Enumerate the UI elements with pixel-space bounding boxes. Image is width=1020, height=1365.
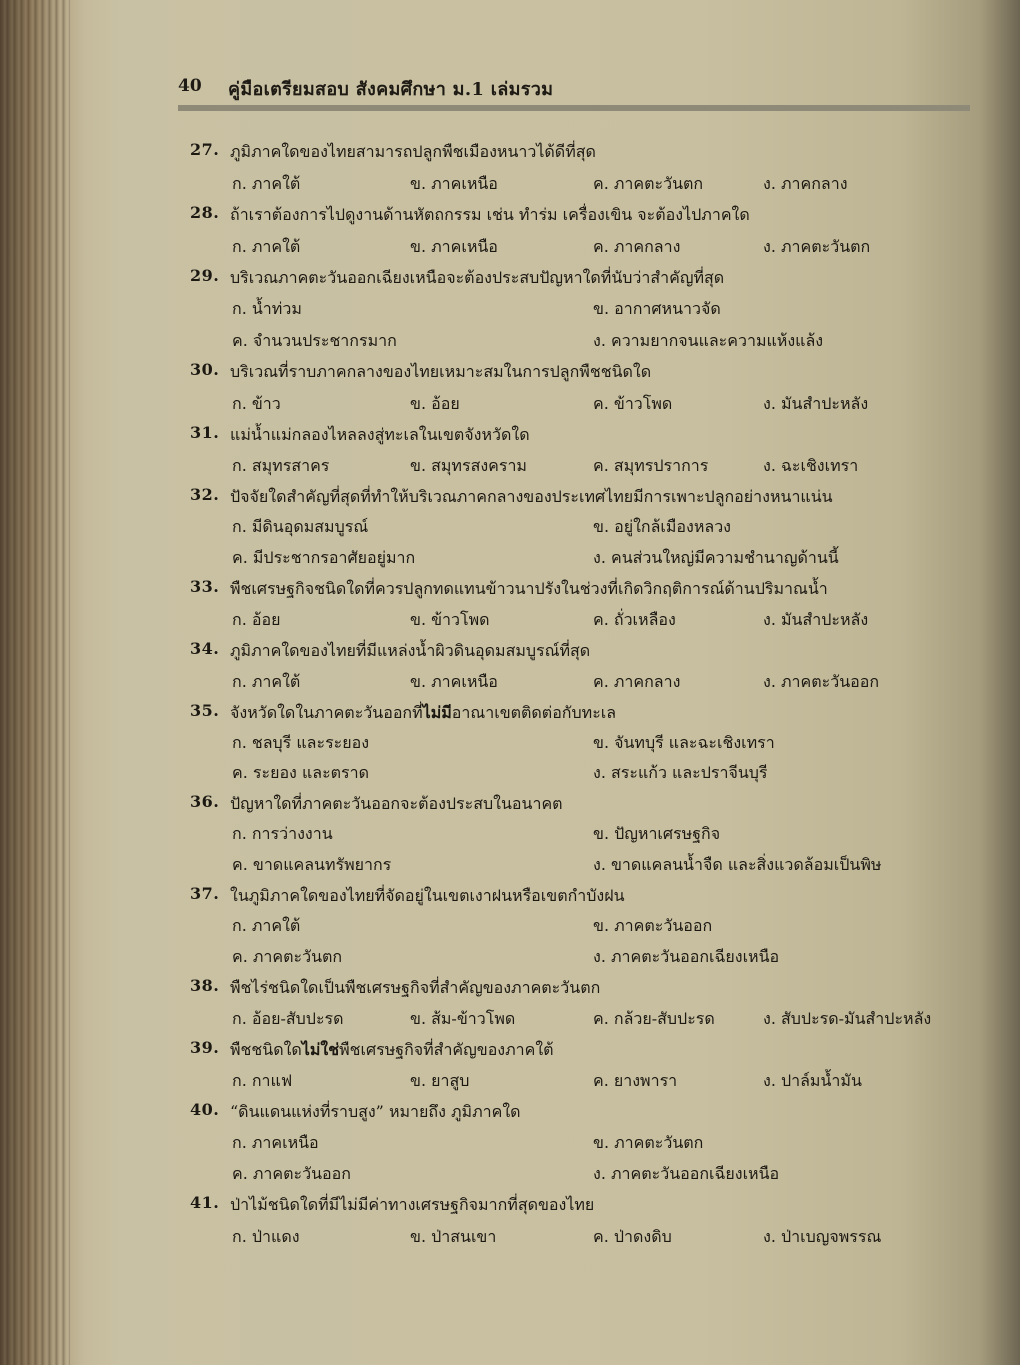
question-number: 37. [190, 884, 220, 903]
option-a: ก. ข้าว [232, 394, 281, 413]
option-a: ก. อ้อย-สับปะรด [232, 1009, 344, 1028]
option-d: ง. คนส่วนใหญ่มีความชำนาญด้านนี้ [593, 548, 839, 567]
question-text: บริเวณภาคตะวันออกเฉียงเหนือจะต้องประสบปัญหาใดที่นับว่าสำคัญที่สุด [230, 268, 725, 287]
question-text: พืชเศรษฐกิจชนิดใดที่ควรปลูกทดแทนข้าวนาปรังในช่วงที่เกิดวิกฤติการณ์ด้านปริมาณน้ำ [230, 579, 828, 598]
question-text: ปัญหาใดที่ภาคตะวันออกจะต้องประสบในอนาคต [230, 794, 563, 813]
option-c: ค. จำนวนประชากรมาก [232, 331, 397, 350]
option-b: ข. สมุทรสงคราม [410, 456, 527, 475]
question-31 [0, 423, 1020, 453]
option-c: ค. ภาคกลาง [593, 237, 681, 256]
question-30 [0, 360, 1020, 390]
option-d: ง. ป่าเบญจพรรณ [763, 1227, 882, 1246]
question-38 [0, 976, 1020, 1006]
question-text-start: พืชชนิดใด [230, 1040, 302, 1059]
option-d: ง. ฉะเชิงเทรา [763, 456, 859, 475]
question-text: บริเวณที่ราบภาคกลางของไทยเหมาะสมในการปลูกพืชชนิดใด [230, 362, 652, 381]
option-c: ค. ภาคกลาง [593, 672, 681, 691]
question-text: ภูมิภาคใดของไทยที่มีแหล่งน้ำผิวดินอุดมสมบูรณ์ที่สุด [230, 641, 591, 660]
option-a: ก. น้ำท่วม [232, 299, 302, 318]
question-41 [0, 1193, 1020, 1223]
question-text [230, 701, 616, 726]
option-c: ค. ถั่วเหลือง [593, 610, 676, 629]
option-a: ก. สมุทรสาคร [232, 456, 330, 475]
option-d: ง. มันสำปะหลัง [763, 610, 869, 629]
page-number: 40 [178, 76, 202, 96]
option-d: ง. สระแก้ว และปราจีนบุรี [593, 763, 768, 782]
option-b: ข. ส้ม-ข้าวโพด [410, 1009, 516, 1028]
question-32 [0, 485, 1020, 515]
option-b: ข. ภาคตะวันออก [593, 916, 713, 935]
option-a: ก. ป่าแดง [232, 1227, 300, 1246]
option-d: ง. ขาดแคลนน้ำจืด และสิ่งแวดล้อมเป็นพิษ [593, 855, 882, 874]
option-a: ก. มีดินอุดมสมบูรณ์ [232, 517, 369, 536]
question-number: 30. [190, 360, 220, 379]
option-b: ข. ปัญหาเศรษฐกิจ [593, 824, 721, 843]
option-a: ก. ภาคเหนือ [232, 1133, 319, 1152]
question-text-end: อาณาเขตติดต่อกับทะเล [451, 703, 617, 722]
question-number: 38. [190, 976, 220, 995]
question-text-end: พืชเศรษฐกิจที่สำคัญของภาคใต้ [339, 1040, 554, 1059]
option-c: ค. สมุทรปราการ [593, 456, 709, 475]
question-number: 27. [190, 140, 220, 159]
book-title: คู่มือเตรียมสอบ สังคมศึกษา ม.1 เล่มรวม [228, 79, 554, 100]
question-number: 33. [190, 577, 220, 596]
question-text-emphasis: ไม่ใช่ [301, 1040, 340, 1059]
option-a: ก. ภาคใต้ [232, 916, 301, 935]
option-b: ข. ภาคเหนือ [410, 237, 498, 256]
option-b: ข. ป่าสนเขา [410, 1227, 497, 1246]
question-number: 32. [190, 485, 220, 504]
option-d: ง. สับปะรด-มันสำปะหลัง [763, 1009, 932, 1028]
option-c: ค. ระยอง และตราด [232, 763, 370, 782]
question-text [230, 1038, 554, 1063]
option-b: ข. อยู่ใกล้เมืองหลวง [593, 517, 731, 536]
option-a: ก. ชลบุรี และระยอง [232, 733, 370, 752]
option-a: ก. ภาคใต้ [232, 672, 301, 691]
question-28 [0, 203, 1020, 233]
option-d: ง. ภาคตะวันออกเฉียงเหนือ [593, 1164, 780, 1183]
question-36 [0, 792, 1020, 822]
option-d: ง. ภาคตะวันออกเฉียงเหนือ [593, 947, 780, 966]
question-number: 39. [190, 1038, 220, 1057]
option-d: ง. ภาคตะวันตก [763, 237, 871, 256]
option-d: ง. มันสำปะหลัง [763, 394, 869, 413]
question-number: 41. [190, 1193, 220, 1212]
header-rule [178, 105, 970, 111]
question-number: 36. [190, 792, 220, 811]
option-c: ค. ภาคตะวันตก [593, 174, 704, 193]
option-c: ค. ข้าวโพด [593, 394, 673, 413]
option-a: ก. กาแฟ [232, 1071, 293, 1090]
option-c: ค. ภาคตะวันออก [232, 1164, 351, 1183]
question-34 [0, 639, 1020, 669]
question-text: พืชไร่ชนิดใดเป็นพืชเศรษฐกิจที่สำคัญของภาคตะวันตก [230, 978, 601, 997]
question-number: 28. [190, 203, 220, 222]
question-text: ภูมิภาคใดของไทยสามารถปลูกพืชเมืองหนาวได้ดีที่สุด [230, 142, 596, 161]
question-27 [0, 140, 1020, 170]
option-c: ค. ภาคตะวันตก [232, 947, 343, 966]
option-d: ง. ความยากจนและความแห้งแล้ง [593, 331, 824, 350]
question-text: แม่น้ำแม่กลองไหลลงสู่ทะเลในเขตจังหวัดใด [230, 425, 530, 444]
question-number: 35. [190, 701, 220, 720]
question-number: 34. [190, 639, 220, 658]
question-text: ป่าไม้ชนิดใดที่มีไม่มีค่าทางเศรษฐกิจมากที่สุดของไทย [230, 1195, 595, 1214]
question-text: ในภูมิภาคใดของไทยที่จัดอยู่ในเขตเงาฝนหรือเขตกำบังฝน [230, 886, 625, 905]
option-c: ค. ป่าดงดิบ [593, 1227, 672, 1246]
option-b: ข. อากาศหนาวจัด [593, 299, 721, 318]
question-text: ถ้าเราต้องการไปดูงานด้านหัตถกรรม เช่น ทำร่ม เครื่องเขิน จะต้องไปภาคใด [230, 205, 750, 224]
option-b: ข. อ้อย [410, 394, 460, 413]
option-a: ก. ภาคใต้ [232, 237, 301, 256]
question-35 [0, 701, 1020, 731]
question-text-start: จังหวัดใดในภาคตะวันออกที่ [230, 703, 423, 722]
option-c: ค. ขาดแคลนทรัพยากร [232, 855, 392, 874]
question-29 [0, 266, 1020, 296]
question-text: ปัจจัยใดสำคัญที่สุดที่ทำให้บริเวณภาคกลางของประเทศไทยมีการเพาะปลูกอย่างหนาแน่น [230, 487, 833, 506]
option-b: ข. จันทบุรี และฉะเชิงเทรา [593, 733, 775, 752]
option-a: ก. การว่างงาน [232, 824, 333, 843]
question-37 [0, 884, 1020, 914]
option-c: ค. ยางพารา [593, 1071, 678, 1090]
option-b: ข. ภาคเหนือ [410, 672, 498, 691]
question-40 [0, 1100, 1020, 1130]
question-39 [0, 1038, 1020, 1068]
option-d: ง. ปาล์มน้ำมัน [763, 1071, 862, 1090]
option-b: ข. ภาคเหนือ [410, 174, 498, 193]
option-d: ง. ภาคกลาง [763, 174, 848, 193]
question-number: 29. [190, 266, 220, 285]
option-d: ง. ภาคตะวันออก [763, 672, 880, 691]
option-a: ก. ภาคใต้ [232, 174, 301, 193]
option-a: ก. อ้อย [232, 610, 281, 629]
question-text: “ดินแดนแห่งที่ราบสูง” หมายถึง ภูมิภาคใด [230, 1102, 521, 1121]
option-b: ข. ภาคตะวันตก [593, 1133, 704, 1152]
option-b: ข. ยาสูบ [410, 1071, 470, 1090]
question-number: 31. [190, 423, 220, 442]
question-text-emphasis: ไม่มี [422, 703, 452, 722]
option-c: ค. มีประชากรอาศัยอยู่มาก [232, 548, 416, 567]
question-number: 40. [190, 1100, 220, 1119]
option-b: ข. ข้าวโพด [410, 610, 490, 629]
question-33 [0, 577, 1020, 607]
option-c: ค. กล้วย-สับปะรด [593, 1009, 715, 1028]
